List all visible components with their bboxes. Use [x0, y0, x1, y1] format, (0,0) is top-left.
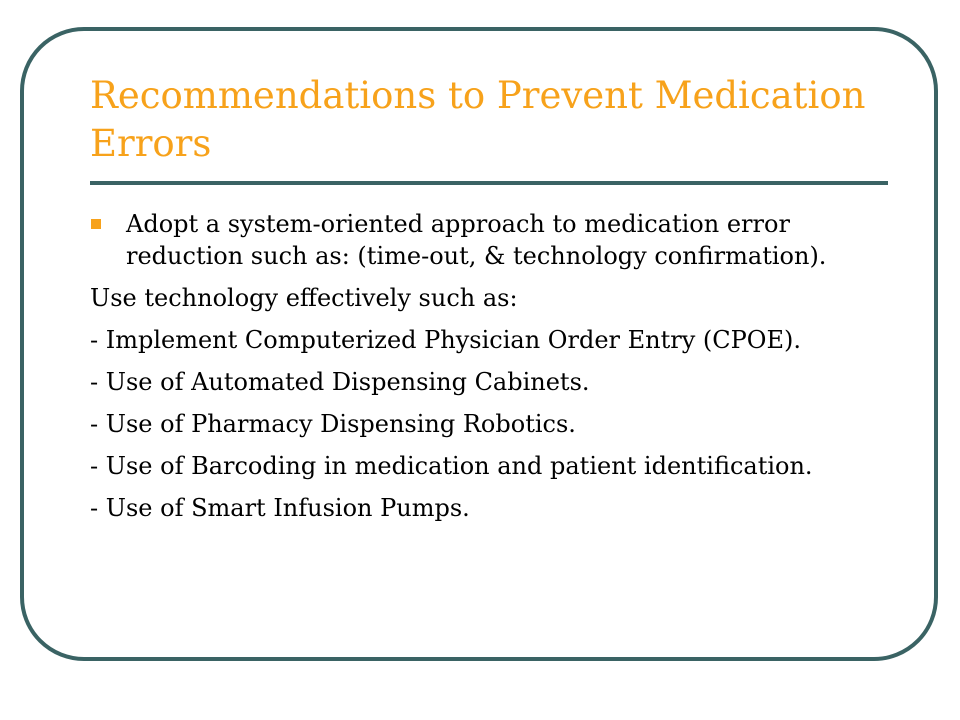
- list-item: [90, 324, 850, 356]
- list-item-text: Adopt a system-oriented approach to medication error reduction such as: (time-out, & technology confirmation).: [126, 210, 827, 270]
- slide-body: [90, 208, 850, 534]
- list-item: [90, 282, 850, 314]
- list-item-text: - Use of Pharmacy Dispensing Robotics.: [90, 410, 576, 438]
- list-item: [90, 366, 850, 398]
- list-item: [90, 492, 850, 524]
- list-item-text: - Use of Barcoding in medication and patient identification.: [90, 452, 813, 480]
- list-item: [90, 408, 850, 440]
- square-bullet-icon: [91, 219, 101, 229]
- list-item-text: - Use of Smart Infusion Pumps.: [90, 494, 470, 522]
- list-item: [90, 450, 850, 482]
- list-item: [90, 208, 850, 272]
- slide-title: Recommendations to Prevent Medication Errors: [90, 74, 866, 165]
- title-divider: [90, 181, 888, 185]
- list-item-text: - Implement Computerized Physician Order Entry (CPOE).: [90, 326, 801, 354]
- list-item-text: - Use of Automated Dispensing Cabinets.: [90, 368, 590, 396]
- list-item-text: Use technology effectively such as:: [90, 284, 518, 312]
